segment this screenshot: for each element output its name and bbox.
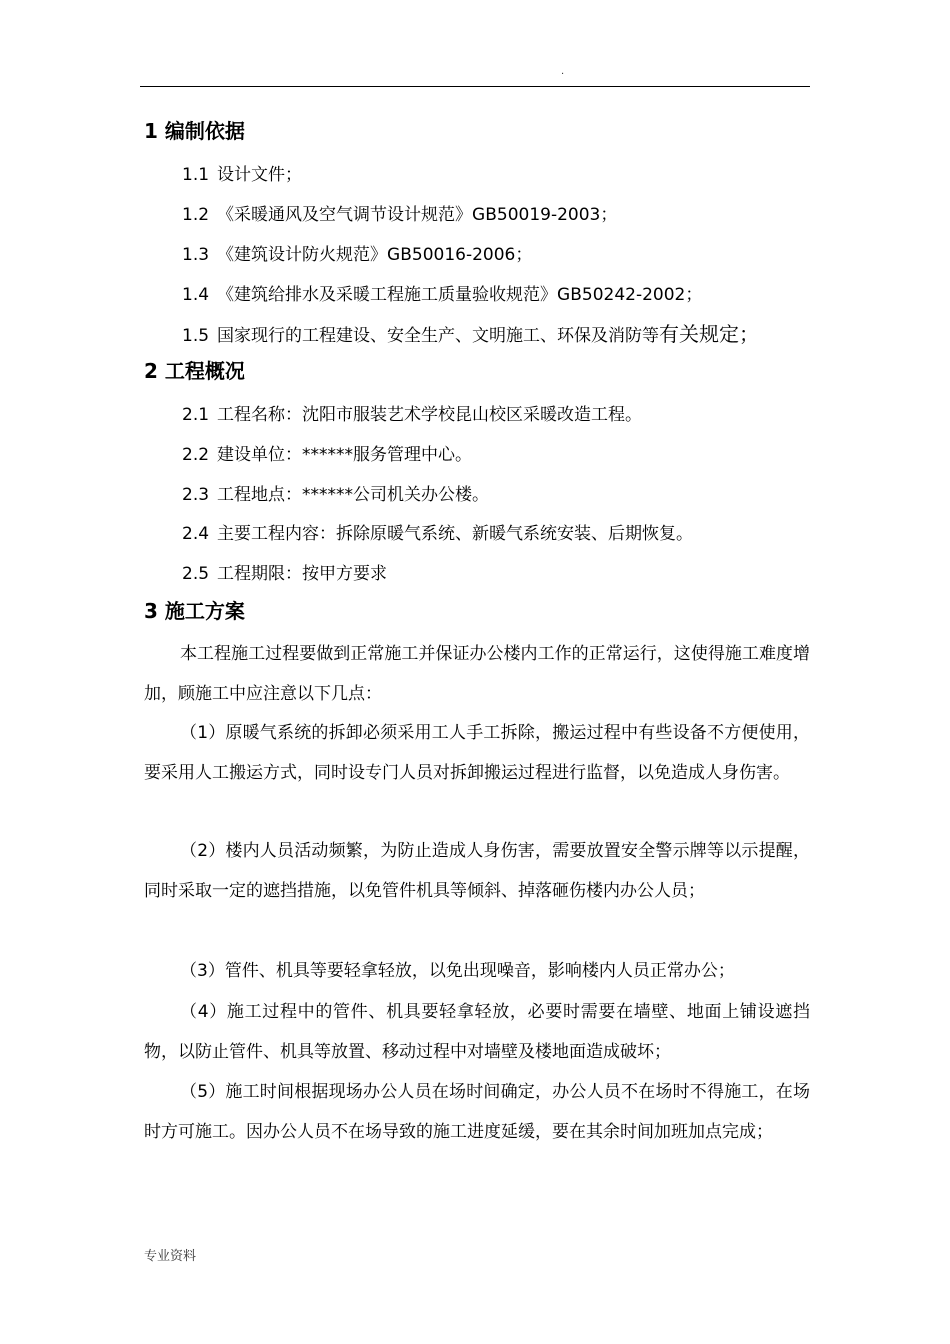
page-footer: 专业资料 (144, 1249, 197, 1264)
item-number: 1.4 (182, 285, 210, 305)
item-text: 工程期限：按甲方要求 (217, 564, 388, 584)
item-number: 2.2 (182, 445, 210, 465)
list-item (182, 203, 617, 227)
list-item (182, 243, 532, 267)
item-text: 国家现行的工程建设、安全生产、文明施工、环保及消防等 (217, 326, 660, 346)
list-item (182, 483, 489, 507)
item-text: 主要工程内容：拆除原暖气系统、新暖气系统安装、后期恢复。 (217, 524, 694, 544)
paragraph: （2）楼内人员活动频繁，为防止造成人身伤害，需要放置安全警示牌等以示提醒，同时采取一定的遮挡措施，以免管件机具等倾斜、掉落砸伤楼内办公人员； (144, 841, 810, 901)
section-heading-2: 2 工程概况 (144, 359, 245, 383)
paragraph: 本工程施工过程要做到正常施工并保证办公楼内工作的正常运行，这使得施工难度增加，顾施工中应注意以下几点： (144, 644, 810, 704)
list-item (182, 403, 642, 427)
item-number: 2.1 (182, 405, 210, 425)
item-number: 1.5 (182, 326, 210, 346)
list-item (182, 283, 702, 307)
item-text: 工程地点：******公司机关办公楼。 (217, 485, 490, 505)
item-text: 《建筑给排水及采暖工程施工质量验收规范》GB50242-2002； (217, 285, 703, 305)
item-text-tail: 有关规定； (659, 322, 760, 346)
paragraph: （1）原暖气系统的拆卸必须采用工人手工拆除，搬运过程中有些设备不方便使用，要采用人工搬运方式，同时设专门人员对拆卸搬运过程进行监督，以免造成人身伤害。 (144, 723, 810, 783)
list-item (182, 443, 472, 467)
list-item (182, 163, 302, 187)
item-text: 建设单位：******服务管理中心。 (217, 445, 473, 465)
item-number: 2.4 (182, 524, 210, 544)
item-text: 设计文件； (217, 165, 303, 185)
item-number: 1.2 (182, 205, 210, 225)
section-heading-3: 3 施工方案 (144, 599, 245, 623)
page-header (140, 58, 810, 87)
list-item (182, 522, 693, 546)
paragraph: （4）施工过程中的管件、机具要轻拿轻放，必要时需要在墙壁、地面上铺设遮挡物，以防止管件、机具等放置、移动过程中对墙壁及楼地面造成破坏； (144, 1002, 810, 1062)
item-number: 1.3 (182, 245, 210, 265)
item-number: 2.3 (182, 485, 210, 505)
item-text: 工程名称：沈阳市服装艺术学校昆山校区采暖改造工程。 (217, 405, 643, 425)
list-item (182, 322, 759, 348)
item-text: 《建筑设计防火规范》GB50016-2006； (217, 245, 533, 265)
header-mark: . (561, 66, 565, 77)
item-number: 2.5 (182, 564, 210, 584)
paragraph: （5）施工时间根据现场办公人员在场时间确定，办公人员不在场时不得施工，在场时方可施工。因办公人员不在场导致的施工进度延缓，要在其余时间加班加点完成； (144, 1082, 810, 1142)
item-number: 1.1 (182, 165, 210, 185)
section-heading-1: 1 编制依据 (144, 119, 245, 143)
paragraph: （3）管件、机具等要轻拿轻放，以免出现噪音，影响楼内人员正常办公； (180, 961, 735, 981)
list-item (182, 562, 387, 586)
item-text: 《采暖通风及空气调节设计规范》GB50019-2003； (217, 205, 618, 225)
